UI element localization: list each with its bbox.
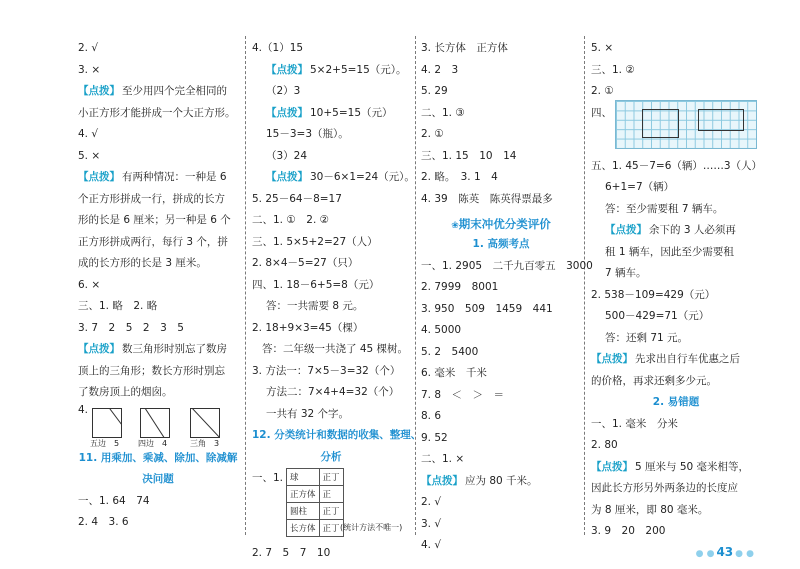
grid-figure	[615, 100, 757, 149]
answer-line: 2. √	[78, 42, 99, 54]
answer-line: 2. 7999 8001	[421, 281, 499, 293]
answer-line: 了数房顶上的烟囱。	[78, 386, 173, 398]
answer-line: 为 8 厘米，即 80 毫米。	[591, 503, 709, 516]
answer-line: 2. ①	[421, 128, 444, 140]
answer-line: 3. 长方体 正方体	[421, 42, 508, 54]
answer-line: 租 1 辆车，因此至少需要租	[605, 245, 734, 258]
hint-tag: 【点拨】	[266, 106, 308, 119]
answer-line: 5. ×	[78, 149, 101, 162]
tally-table	[286, 468, 344, 537]
answer-line: 一、1. 毫米 分米	[591, 417, 678, 430]
table-cell: 正丁	[319, 503, 343, 520]
answer-line: 5. 25－64－8=17	[252, 192, 342, 205]
answer-line: 三、1. 5×5+2=27（人）	[252, 235, 378, 248]
answer-line: 2. √	[421, 496, 442, 508]
answer-line: 的价格，再求还剩多少元。	[591, 374, 717, 387]
answer-line: 4. √	[78, 128, 99, 140]
table-row	[287, 469, 344, 486]
table-note: (统计方法不唯一)	[340, 523, 403, 532]
answer-line: 答：还剩 71 元。	[605, 331, 689, 344]
answer-line: （2）3	[266, 85, 301, 97]
section-title: 1. 高频考点	[472, 238, 530, 250]
hint-tag: 【点拨】	[421, 474, 463, 487]
hint-tag: 【点拨】	[78, 171, 120, 183]
answer-line: 方法二：7×4+4=32（个）	[266, 386, 400, 398]
section-title: 决问题	[142, 473, 174, 485]
answer-line: 三、1. ②	[591, 63, 635, 76]
answer-line: 4.（1）15	[252, 42, 304, 54]
answer-line: 3. 7 2 5 2 3 5	[78, 321, 184, 334]
answer-line: 15－3=3（瓶）。	[266, 128, 349, 140]
answer-line: 三、1. 略 2. 略	[78, 300, 158, 312]
answer-line: 3. 950 509 1459 441	[421, 302, 553, 315]
table-row	[287, 486, 344, 503]
answer-line: 2. ①	[591, 85, 614, 97]
answer-line: 6+1=7（辆）	[605, 181, 675, 193]
table-cell: 正方体	[287, 486, 320, 503]
answer-line: 2. 8×4－5=27（只）	[252, 257, 359, 269]
answer-line: 2. 18+9×3=45（棵）	[252, 321, 364, 334]
table-cell: 正丁	[319, 469, 343, 486]
answer-line: 2. 538－109=429（元）	[591, 288, 716, 301]
answer-line: 4. 39 陈英 陈英得票最多	[421, 192, 553, 205]
chapter-title: ❀期末冲优分类评价	[451, 217, 551, 231]
answer-line: 一、1. 2905 二千九百零五 3000	[421, 259, 593, 272]
answer-line: 答：至少需要租 7 辆车。	[605, 202, 724, 215]
answer-line: （3）24	[266, 149, 308, 162]
hint-tag: 【点拨】	[591, 353, 633, 365]
answer-line: 【点拨】 数三角形时别忘了数房	[78, 343, 227, 355]
tally-table-block: 一、1. 球 正丁 正方体 正 圆柱 正丁 长方体 正丁 (统计方法不唯一)	[252, 468, 410, 543]
answer-line: 四、1. 18－6+5=8（元）	[252, 278, 380, 291]
answer-line: 小正方形才能拼成一个大正方形。	[78, 106, 236, 119]
answer-line: 【点拨】 有两种情况：一种是 6	[78, 171, 227, 183]
answer-line: 2. 7 5 7 10	[252, 547, 331, 559]
answer-line: 答：一共需要 8 元。	[266, 300, 364, 312]
answer-line: 4. 2 3	[421, 63, 459, 76]
rectangle-shape	[642, 109, 679, 138]
answer-line: 7. 8 ＜ ＞ ＝	[421, 388, 505, 401]
table-cell: 正	[319, 486, 343, 503]
answer-line: 5. 29	[421, 85, 448, 97]
answer-line: 五、1. 45－7=6（辆）……3（人）	[591, 159, 763, 172]
hint-tag: 【点拨】	[266, 171, 308, 183]
answer-line: 3. 方法一：7×5－3=32（个）	[252, 364, 401, 377]
answer-line: 【点拨】 先求出自行车优惠之后	[591, 353, 740, 365]
section-title: 分析	[320, 450, 342, 463]
table-cell: 长方体	[287, 520, 320, 537]
rectangle-shape	[698, 109, 744, 131]
grid-figure-row: 四、	[591, 106, 612, 119]
answer-line: 6. 毫米 千米	[421, 367, 487, 379]
answer-line: 一、1. 64 74	[78, 494, 150, 507]
figure-label: 五边 5	[90, 438, 120, 448]
answer-line: 3. 9 20 200	[591, 525, 666, 537]
table-cell: 正丁	[319, 520, 343, 537]
section-title: 11. 用乘加、乘减、除加、除减解	[78, 451, 238, 464]
column-divider	[584, 36, 585, 535]
answer-line: 三、1. 15 10 14	[421, 149, 517, 162]
answer-line: 3. ×	[78, 63, 101, 76]
table-cell: 圆柱	[287, 503, 320, 520]
answer-line: 正方形拼成两行，每行 3 个，拼	[78, 235, 228, 248]
answer-line: 【点拨】 10+5=15（元）	[266, 106, 393, 119]
hint-tag: 【点拨】	[605, 224, 647, 236]
answer-line: 500－429=71（元）	[605, 310, 710, 322]
answer-line: 6. ×	[78, 278, 101, 291]
table-row	[287, 503, 344, 520]
answer-line: 2. 略。 3. 1 4	[421, 171, 498, 183]
table-row	[287, 520, 344, 537]
answer-line: 7 辆车。	[605, 267, 647, 279]
figure-label: 三角 3	[190, 438, 220, 448]
figure-label: 四边 4	[138, 438, 168, 448]
section-title: 2. 易错题	[652, 396, 700, 408]
answer-line: 9. 52	[421, 431, 448, 444]
hint-tag: 【点拨】	[591, 460, 633, 473]
answer-line: 一共有 32 个字。	[266, 407, 350, 420]
answer-line: 答：二年级一共浇了 45 棵树。	[262, 343, 409, 355]
answer-line: 二、1. ③	[421, 106, 465, 119]
hint-tag: 【点拨】	[78, 343, 120, 355]
answer-line: 个正方形拼成一行，拼成的长方	[78, 192, 225, 205]
answer-column-3	[421, 38, 593, 557]
answer-line: 二、1. ① 2. ②	[252, 214, 330, 226]
hint-tag: 【点拨】	[78, 85, 120, 97]
answer-column-1	[78, 38, 238, 534]
square-division-figure: 4. 五边 5 四边 4 三角 3	[78, 403, 220, 448]
section-title: 12. 分类统计和数据的收集、整理、	[252, 429, 422, 441]
column-divider	[415, 36, 416, 535]
page-number: ● ● 43 ● ●	[695, 545, 754, 559]
answer-line: 8. 6	[421, 410, 442, 422]
answer-line: 5. 2 5400	[421, 345, 479, 358]
answer-line: 4. √	[421, 539, 442, 551]
answer-line: 4. 5000	[421, 324, 462, 336]
column-divider	[245, 36, 246, 535]
answer-line: 二、1. ×	[421, 453, 465, 465]
answer-line: 【点拨】 余下的 3 人必须再	[605, 224, 736, 236]
answer-column-2	[252, 38, 422, 565]
answer-line: 3. √	[421, 517, 442, 530]
answer-line: 【点拨】 5 厘米与 50 毫米相等，	[591, 460, 750, 473]
answer-line: 形的长是 6 厘米；另一种是 6 个	[78, 214, 231, 226]
answer-line: 顶上的三角形；数长方形时别忘	[78, 364, 225, 377]
answer-line: 【点拨】 至少用四个完全相同的	[78, 85, 227, 97]
answer-line: 5. ×	[591, 42, 614, 54]
answer-line: 因此长方形另外两条边的长度应	[591, 482, 738, 494]
table-cell: 球	[287, 469, 320, 486]
hint-tag: 【点拨】	[266, 63, 308, 76]
answer-line: 2. 80	[591, 439, 618, 451]
answer-line: 【点拨】 应为 80 千米。	[421, 474, 538, 487]
answer-line: 【点拨】 30－6×1=24（元）。	[266, 171, 415, 183]
answer-line: 成的长方形的长是 3 厘米。	[78, 257, 207, 269]
answer-line: 2. 4 3. 6	[78, 516, 129, 528]
answer-line: 【点拨】 5×2+5=15（元）。	[266, 63, 407, 76]
